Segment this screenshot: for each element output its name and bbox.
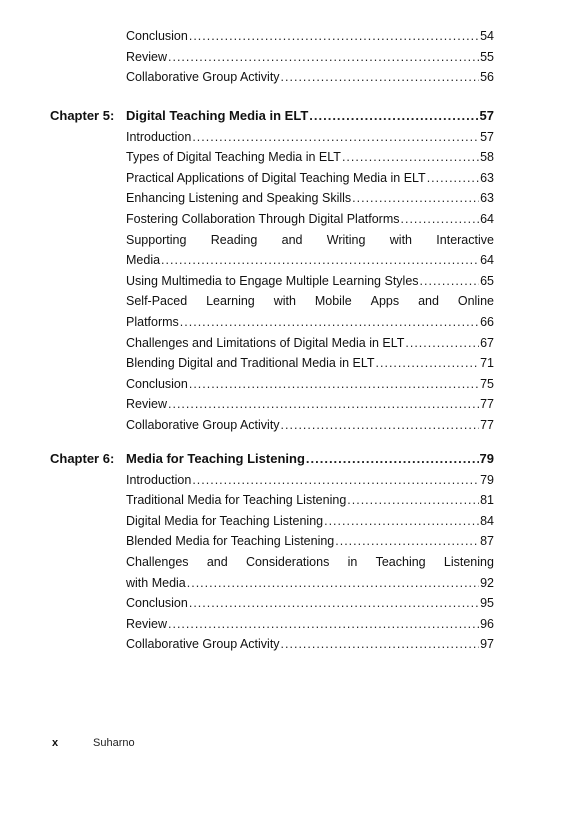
dot-leader <box>401 211 480 227</box>
toc-entry-title: Fostering Collaboration Through Digital Platforms <box>126 212 400 226</box>
dot-leader <box>168 396 479 412</box>
toc-entry-page: 97 <box>480 637 494 652</box>
toc-entry-page: 56 <box>480 70 494 85</box>
toc-entry-word: Learning <box>206 294 255 309</box>
toc-entry-title: Review <box>126 49 167 64</box>
dot-leader <box>281 417 480 433</box>
toc-entry-word: and <box>418 294 439 309</box>
dot-leader <box>189 376 479 392</box>
toc-entry-page: 66 <box>480 314 494 329</box>
toc-entry-word: Mobile <box>314 294 352 309</box>
toc-entry[interactable] <box>126 533 494 549</box>
toc-entry-word: Online <box>457 294 494 309</box>
toc-entry-page: 63 <box>480 191 494 206</box>
toc-entry-page: 71 <box>480 356 494 371</box>
toc-entry[interactable] <box>126 273 494 289</box>
toc-entry-title: Collaborative Group Activity <box>126 637 280 652</box>
toc-entry-title: Enhancing Listening and Speaking Skills <box>126 191 352 206</box>
chapter-heading[interactable] <box>126 108 494 124</box>
toc-entry[interactable] <box>126 129 494 145</box>
toc-entry[interactable] <box>126 232 494 269</box>
toc-entry[interactable] <box>126 554 494 591</box>
toc-entry-page: 87 <box>480 534 494 549</box>
toc-entry-wrapped-line <box>126 554 494 570</box>
toc-entry-page: 65 <box>480 273 494 288</box>
toc-entry[interactable] <box>126 355 494 371</box>
toc-entry-word: with <box>389 232 412 247</box>
toc-entry-title: Collaborative Group Activity <box>126 70 280 85</box>
toc-entry-page: 57 <box>480 129 494 144</box>
chapter-label: Chapter 5: <box>50 108 115 123</box>
toc-entry-title: Introduction <box>126 472 192 487</box>
dot-leader <box>192 472 479 488</box>
dot-leader <box>309 108 478 124</box>
toc-entry[interactable] <box>126 149 494 165</box>
toc-entry[interactable] <box>126 396 494 412</box>
dot-leader <box>161 252 479 268</box>
toc-entry-page: 67 <box>480 335 494 350</box>
dot-leader <box>180 314 479 330</box>
toc-entry[interactable] <box>126 49 494 65</box>
author-name: Suharno <box>93 737 135 749</box>
toc-entry-title: Conclusion <box>126 596 188 611</box>
toc-entry-title: Digital Teaching Media in ELT <box>126 108 309 123</box>
toc-entry[interactable] <box>126 376 494 392</box>
dot-leader <box>335 533 479 549</box>
toc-entry-word: with <box>273 294 296 309</box>
toc-entry-word: Listening <box>443 555 494 569</box>
toc-entry-page: 64 <box>480 212 494 226</box>
dot-leader <box>427 170 479 186</box>
toc-entry-word: Writing <box>326 232 366 247</box>
toc-entry-word: Considerations <box>245 555 330 569</box>
toc-entry-page: 95 <box>480 596 494 611</box>
dot-leader <box>168 616 479 632</box>
toc-entry-page: 81 <box>480 493 494 508</box>
toc-entry-title: Conclusion <box>126 376 188 391</box>
toc-entry-wrapped-line <box>126 293 494 309</box>
page-number: x <box>52 737 59 749</box>
toc-entry-title: Conclusion <box>126 29 188 43</box>
toc-entry-word: in <box>347 555 358 569</box>
toc-entry-page: 58 <box>480 150 494 165</box>
toc-entry[interactable] <box>126 636 494 652</box>
toc-entry[interactable] <box>126 417 494 433</box>
dot-leader <box>420 273 480 289</box>
toc-entry[interactable] <box>126 616 494 632</box>
toc-entry[interactable] <box>126 190 494 206</box>
toc-entry-word: and <box>206 555 228 569</box>
toc-entry-page: 79 <box>479 451 494 466</box>
toc-entry-page: 63 <box>480 170 494 185</box>
dot-leader <box>352 190 479 206</box>
toc-entry-title: Collaborative Group Activity <box>126 418 280 432</box>
toc-entry-title: Review <box>126 397 167 412</box>
toc-entry-page: 77 <box>480 418 494 432</box>
chapter-heading[interactable] <box>126 451 494 467</box>
toc-entry[interactable] <box>126 69 494 85</box>
toc-entry[interactable] <box>126 28 494 44</box>
dot-leader <box>324 513 479 529</box>
dot-leader <box>342 149 479 165</box>
toc-entry[interactable] <box>126 293 494 330</box>
toc-entry-title: Digital Media for Teaching Listening <box>126 513 324 528</box>
dot-leader <box>347 492 479 508</box>
toc-entry-title: Practical Applications of Digital Teaching Media in ELT <box>126 170 426 185</box>
dot-leader <box>187 575 479 591</box>
toc-entry-title: Challenges and Limitations of Digital Media in ELT <box>126 335 405 350</box>
toc-entry-word: Self-Paced <box>126 294 188 309</box>
toc-entry-word: Teaching <box>375 555 426 569</box>
toc-entry-wrapped-line <box>126 232 494 248</box>
dot-leader <box>306 451 479 467</box>
toc-entry-page: 96 <box>480 616 494 631</box>
toc-entry-title: Review <box>126 616 167 631</box>
toc-entry-title: Blending Digital and Traditional Media in ELT <box>126 356 375 371</box>
toc-entry[interactable] <box>126 492 494 508</box>
dot-leader <box>189 595 479 611</box>
toc-entry-title: Platforms <box>126 314 179 329</box>
toc-entry-title: Traditional Media for Teaching Listening <box>126 493 347 508</box>
toc-entry-page: 92 <box>480 575 494 590</box>
toc-entry-word: Reading <box>210 232 258 247</box>
toc-entry[interactable] <box>126 472 494 488</box>
toc-entry-word: and <box>281 232 303 247</box>
dot-leader <box>405 335 479 351</box>
toc-entry-title: Media <box>126 253 161 268</box>
toc-entry-page: 77 <box>480 397 494 412</box>
toc-entry-page: 79 <box>480 472 494 487</box>
toc-entry-word: Interactive <box>436 232 494 247</box>
toc-entry-word: Challenges <box>126 555 189 569</box>
toc-entry-page: 84 <box>480 513 494 528</box>
toc-entry-page: 55 <box>480 49 494 64</box>
toc-entry-title: Blended Media for Teaching Listening <box>126 534 335 549</box>
toc-entry[interactable] <box>126 335 494 351</box>
chapter-label: Chapter 6: <box>50 451 115 466</box>
toc-entry-title: Media for Teaching Listening <box>126 451 305 466</box>
dot-leader <box>281 69 480 85</box>
toc-entry-page: 75 <box>480 376 494 391</box>
toc-entry-page: 54 <box>480 29 494 43</box>
dot-leader <box>192 129 479 145</box>
toc-entry-page: 64 <box>480 253 494 268</box>
toc-entry[interactable] <box>126 211 494 227</box>
dot-leader <box>189 28 479 44</box>
toc-entry-title: with Media <box>126 575 186 590</box>
toc-entry[interactable] <box>126 513 494 529</box>
toc-entry-title: Types of Digital Teaching Media in ELT <box>126 150 341 165</box>
dot-leader <box>281 636 480 652</box>
toc-entry-page: 57 <box>479 108 494 123</box>
dot-leader <box>376 355 480 371</box>
toc-entry-title: Introduction <box>126 129 192 144</box>
toc-entry[interactable] <box>126 170 494 186</box>
toc-entry-title: Using Multimedia to Engage Multiple Learning Styles <box>126 273 419 288</box>
toc-entry[interactable] <box>126 595 494 611</box>
toc-entry-word: Apps <box>370 294 400 309</box>
toc-entry-word: Supporting <box>126 232 187 247</box>
dot-leader <box>168 49 479 65</box>
